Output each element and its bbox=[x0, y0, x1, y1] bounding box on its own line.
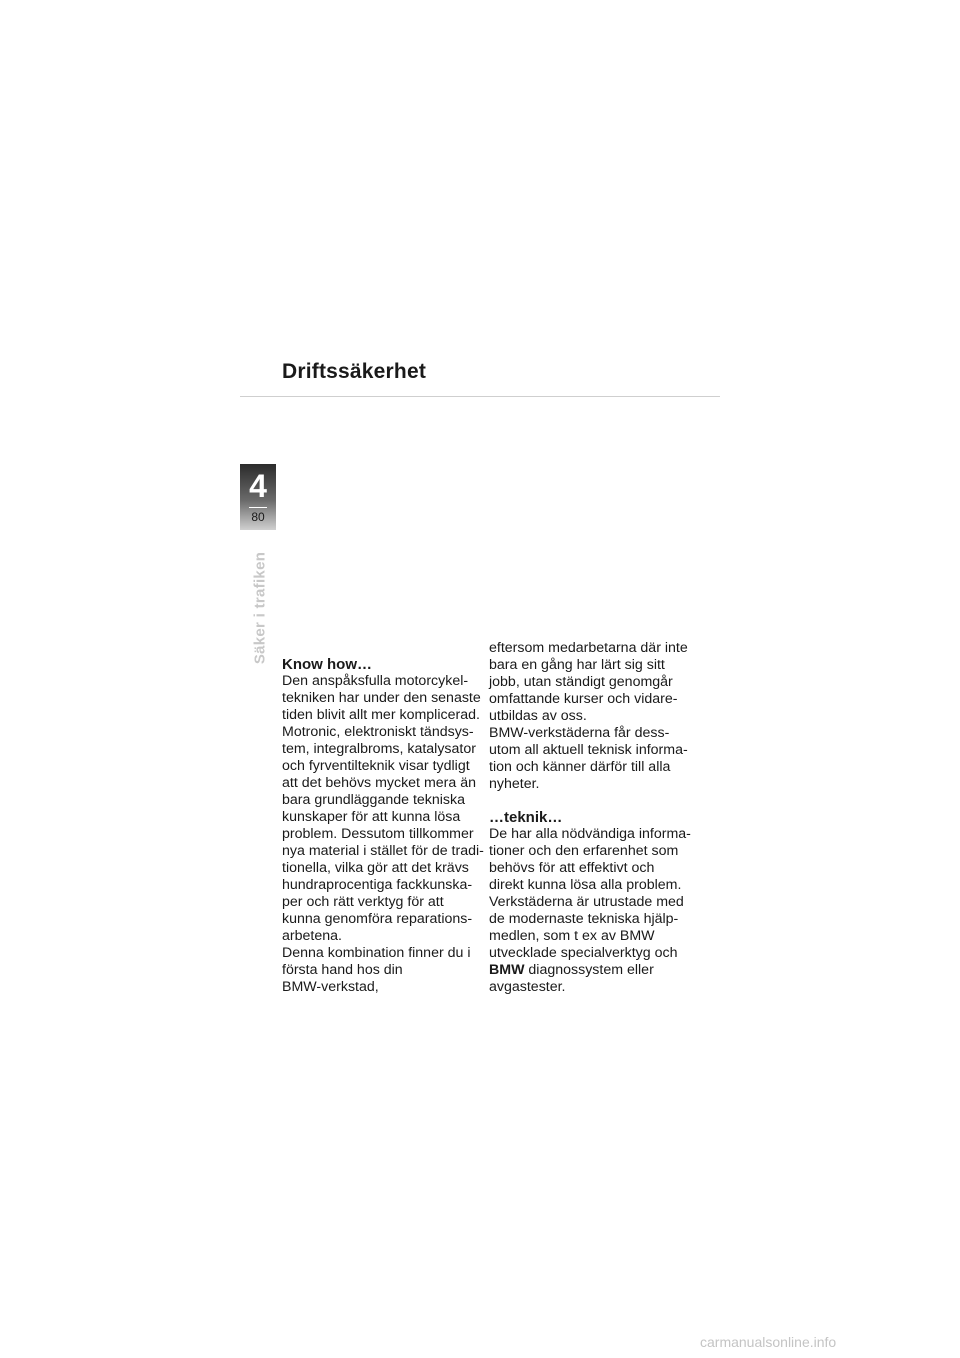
page-title: Driftssäkerhet bbox=[282, 360, 427, 383]
teknik-paragraph-text: De har alla nödvändiga informa- tioner och den erfarenhet som behövs för att effektivt och direkt kunna lösa alla problem. Verkstäderna är utrustade med de modernaste tekniska hjälp- medlen, som t ex av BMW utvecklade specialverktyg och bbox=[489, 826, 691, 961]
teknik-paragraph-end: diagnossystem eller avgastester. bbox=[489, 962, 654, 995]
workshop-paragraph: Denna kombination finner du i första hand hos din BMW-verkstad, bbox=[282, 945, 471, 995]
staff-paragraph: eftersom medarbetarna där inte bara en gång har lärt sig sitt jobb, utan ständigt genomgår omfattande kurser och vidare- utbildas av oss. bbox=[489, 640, 688, 724]
heading-teknik: …teknik… bbox=[489, 809, 563, 826]
chapter-tab bbox=[240, 464, 276, 530]
heading-know-how: Know how… bbox=[282, 656, 372, 673]
left-column bbox=[282, 656, 492, 996]
bmw-bold-word: BMW bbox=[489, 962, 525, 978]
chapter-number: 4 bbox=[249, 468, 267, 504]
section-side-label: Säker i trafiken bbox=[251, 551, 269, 665]
watermark: carmanualsonline.info bbox=[700, 1334, 837, 1350]
chapter-divider bbox=[249, 507, 267, 508]
right-column bbox=[489, 640, 699, 996]
know-how-paragraph: Den anspåksfulla motorcykel- tekniken har under den senaste tiden blivit allt mer komplicerad. Motronic, elektroniskt tändsys- tem, integralbroms, katalysator och fyrventilteknik visar tydligt att det behövs mycket mera än bara grundläggande tekniska kunskaper för att kunna lösa problem. Dessutom tillkommer nya material i stället för de tradi- tionella, vilka gör att det krävs hundraprocentiga fackkunska- per och rätt verktyg för att kunna genomföra reparations- arbetena. bbox=[282, 673, 484, 944]
section-spacer bbox=[489, 793, 699, 809]
teknik-paragraph bbox=[489, 826, 699, 996]
info-paragraph: BMW-verkstäderna får dess- utom all aktuell teknisk informa- tion och känner därför till alla nyheter. bbox=[489, 725, 688, 792]
page-number: 80 bbox=[251, 510, 265, 524]
title-rule bbox=[240, 396, 720, 397]
